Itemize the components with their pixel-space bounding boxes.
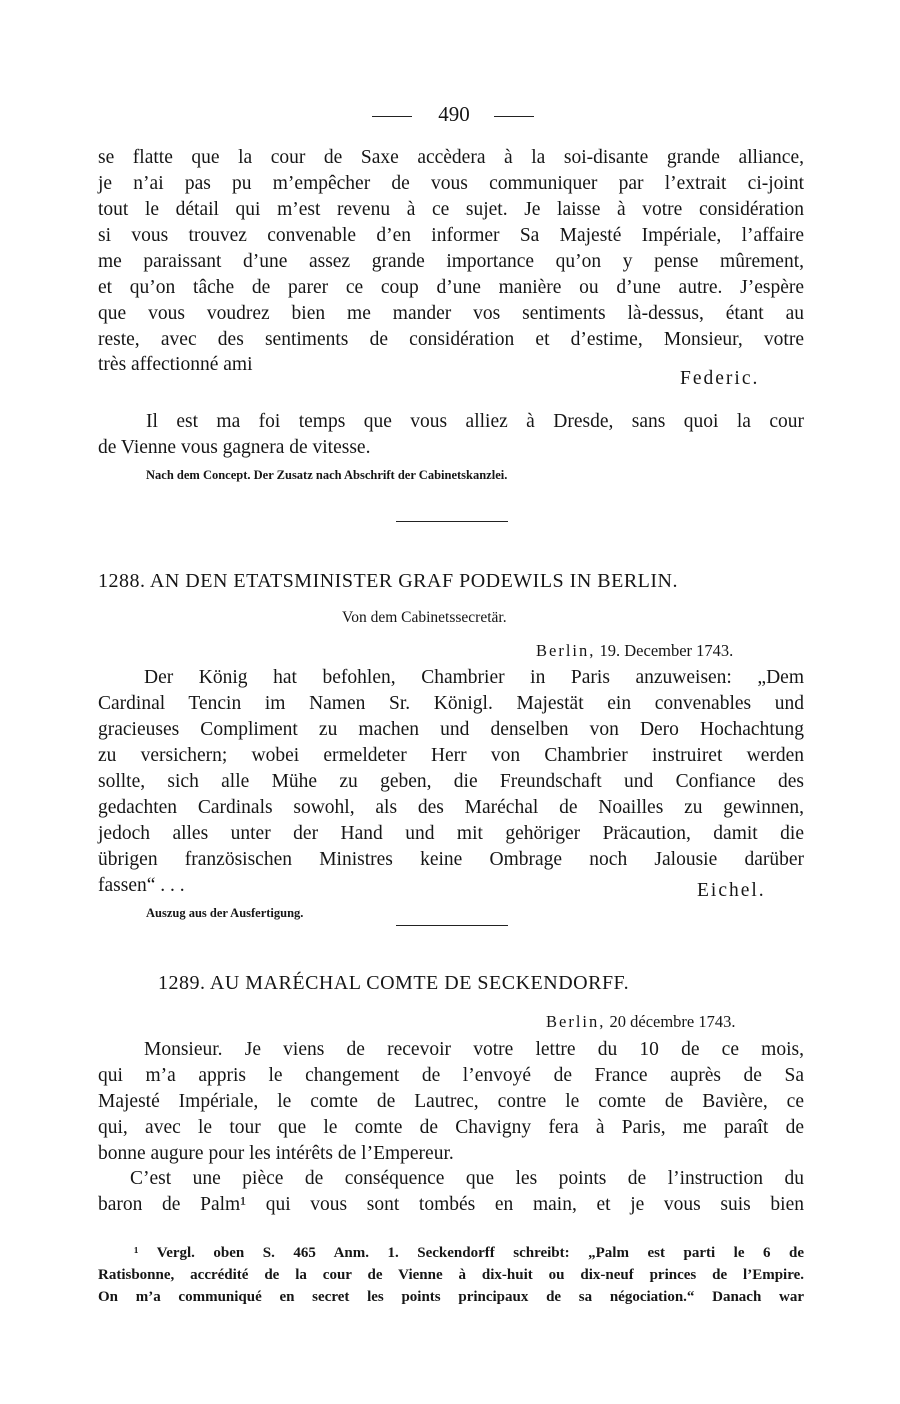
text-line: reste, avec des sentiments de considération et d’estime, Monsieur, votre [98, 329, 804, 350]
text-line: tout le détail qui m’est revenu à ce sujet. Je laisse à votre considération [98, 199, 804, 220]
text-line: C’est une pièce de conséquence que les points de l’instruction du [130, 1168, 804, 1189]
text-line: qui, avec le tour que le comte de Chavigny fera à Paris, me paraît de [98, 1117, 804, 1138]
signature-federic: Federic. [680, 368, 760, 389]
text-line: gracieuses Compliment zu machen und denselben von Dero Hochachtung [98, 719, 804, 740]
page-header [0, 100, 900, 130]
text-line: si vous trouvez convenable d’en informer Sa Majesté Impériale, l’affaire [98, 225, 804, 246]
source-note: Auszug aus der Ausfertigung. [146, 906, 304, 920]
header-rule-left [372, 116, 412, 117]
date-value: 20 décembre 1743. [609, 1012, 736, 1031]
text-line: Monsieur. Je viens de recevoir votre lettre du 10 de ce mois, [144, 1039, 804, 1060]
text-line-last: fassen“ . . . [98, 875, 185, 896]
source-note: Nach dem Concept. Der Zusatz nach Abschrift der Cabinetskanzlei. [146, 468, 508, 482]
footnote-line: Ratisbonne, accrédité de la cour de Vienne à dix-huit ou dix-neuf princes de l’Empire. [98, 1267, 804, 1283]
postscript-line-last: de Vienne vous gagnera de vitesse. [98, 437, 371, 458]
text-line: jedoch alles unter der Hand und mit gehöriger Präcaution, damit die [98, 823, 804, 844]
footnote-line: ¹ Vergl. oben S. 465 Anm. 1. Seckendorff schreibt: „Palm est parti le 6 de [134, 1245, 804, 1261]
text-line: qui m’a appris le changement de l’envoyé de France auprès de Sa [98, 1065, 804, 1086]
date-place: Berlin, [536, 641, 596, 660]
section-divider [396, 521, 508, 522]
letter-heading-1289: 1289. AU MARÉCHAL COMTE DE SECKENDORFF. [158, 972, 630, 994]
date-place: Berlin, [546, 1012, 606, 1031]
footnote-line: On m’a communiqué en secret les points principaux de sa négociation.“ Danach war [98, 1289, 804, 1305]
text-line-last: très affectionné ami [98, 354, 253, 375]
text-line: gedachten Cardinals sowohl, als des Maréchal de Noailles zu gewinnen, [98, 797, 804, 818]
text-line: je n’ai pas pu m’empêcher de vous communiquer par l’extrait ci-joint [98, 173, 804, 194]
signature-eichel: Eichel. [697, 880, 766, 901]
letter-date [536, 641, 733, 661]
header-rule-right [494, 116, 534, 117]
text-line: et qu’on tâche de parer ce coup d’une manière ou d’une autre. J’espère [98, 277, 804, 298]
postscript-line: Il est ma foi temps que vous alliez à Dresde, sans quoi la cour [146, 411, 804, 432]
text-line: zu versichern; wobei ermeldeter Herr von Chambrier instruiret werden [98, 745, 804, 766]
section-divider [396, 925, 508, 926]
text-line: que vous voudrez bien me mander vos sentiments là-dessus, étant au [98, 303, 804, 324]
text-line: übrigen französischen Ministres keine Ombrage noch Jalousie darüber [98, 849, 804, 870]
letter-subheading: Von dem Cabinetssecretär. [342, 609, 507, 626]
text-line-last: bonne augure pour les intérêts de l’Empereur. [98, 1143, 454, 1164]
date-value: 19. December 1743. [599, 641, 734, 660]
page-number: 490 [438, 102, 470, 126]
letter-date [546, 1012, 736, 1032]
text-line: Cardinal Tencin im Namen Sr. Königl. Majestät ein convenables und [98, 693, 804, 714]
text-line: Der König hat befohlen, Chambrier in Paris anzuweisen: „Dem [144, 667, 804, 688]
text-line: Majesté Impériale, le comte de Lautrec, contre le comte de Bavière, ce [98, 1091, 804, 1112]
text-line: se flatte que la cour de Saxe accèdera à la soi-disante grande alliance, [98, 147, 804, 168]
text-line: me paraissant d’une assez grande importance qu’on y pense mûrement, [98, 251, 804, 272]
letter-heading-1288: 1288. AN DEN ETATSMINISTER GRAF PODEWILS IN BERLIN. [98, 570, 679, 592]
text-line: sollte, sich alle Mühe zu geben, die Freundschaft und Confiance des [98, 771, 804, 792]
text-line: baron de Palm¹ qui vous sont tombés en main, et je vous suis bien [98, 1194, 804, 1215]
